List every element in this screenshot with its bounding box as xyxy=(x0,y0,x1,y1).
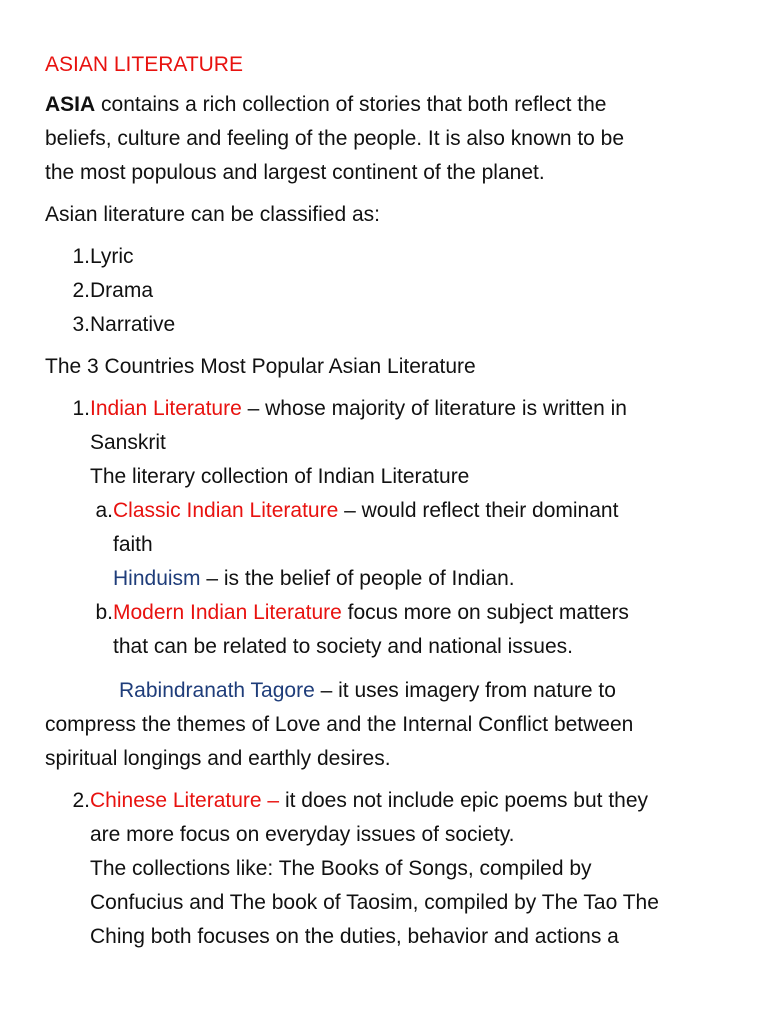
intro-line-3: the most populous and largest continent of the planet. xyxy=(45,161,545,184)
modern-desc-2: that can be related to society and national issues. xyxy=(113,635,573,658)
list-number: 2. xyxy=(72,789,90,812)
indian-literature-term: Indian Literature xyxy=(90,397,242,420)
modern-desc-1: focus more on subject matters xyxy=(341,601,629,624)
tagore-desc-2: compress the themes of Love and the Internal Conflict between xyxy=(45,713,634,736)
countries-list-continued xyxy=(45,784,745,954)
classic-desc-2: faith xyxy=(113,533,153,556)
sub-item-a xyxy=(90,494,745,596)
list-text: Lyric xyxy=(90,245,134,268)
classic-desc-1: – would reflect their dominant xyxy=(338,499,619,522)
list-number: 2. xyxy=(72,279,90,302)
indian-desc-2: Sanskrit xyxy=(90,431,166,454)
countries-heading: The 3 Countries Most Popular Asian Literature xyxy=(45,355,476,378)
chinese-desc-4: Confucius and The book of Taosim, compiled by The Tao The xyxy=(90,891,659,914)
list-item xyxy=(45,240,745,274)
list-number: 1. xyxy=(72,397,90,420)
list-item-chinese xyxy=(45,784,745,954)
document-page xyxy=(45,48,745,960)
list-text: Drama xyxy=(90,279,154,302)
chinese-desc-5: Ching both focuses on the duties, behavior and actions a xyxy=(90,925,619,948)
tagore-paragraph xyxy=(45,674,745,776)
sub-number: a. xyxy=(95,499,113,522)
chinese-desc-2: are more focus on everyday issues of society. xyxy=(90,823,515,846)
document-title: ASIAN LITERATURE xyxy=(45,53,243,76)
list-number: 3. xyxy=(72,313,90,336)
indian-collection: The literary collection of Indian Literature xyxy=(90,465,470,488)
list-text: Narrative xyxy=(90,313,176,336)
countries-list xyxy=(45,392,745,664)
list-item-indian xyxy=(45,392,745,664)
list-item xyxy=(45,274,745,308)
modern-indian-term: Modern Indian Literature xyxy=(113,601,342,624)
chinese-literature-term: Chinese Literature – xyxy=(90,789,280,812)
classified-label: Asian literature can be classified as: xyxy=(45,203,381,226)
tagore-desc-3: spiritual longings and earthly desires. xyxy=(45,747,391,770)
intro-line-1: contains a rich collection of stories that both reflect the xyxy=(95,93,607,116)
indian-desc-1: – whose majority of literature is written in xyxy=(241,397,627,420)
list-item xyxy=(45,308,745,342)
chinese-desc-1: it does not include epic poems but they xyxy=(279,789,649,812)
hinduism-term: Hinduism xyxy=(113,567,201,590)
sub-item-b xyxy=(90,596,745,664)
tagore-desc-1: – it uses imagery from nature to xyxy=(314,679,616,702)
chinese-desc-3: The collections like: The Books of Songs, compiled by xyxy=(90,857,592,880)
intro-line-2: beliefs, culture and feeling of the people. It is also known to be xyxy=(45,127,625,150)
hinduism-desc: – is the belief of people of Indian. xyxy=(200,567,515,590)
list-number: 1. xyxy=(72,245,90,268)
sub-number: b. xyxy=(95,601,113,624)
classification-list xyxy=(45,240,745,342)
classic-indian-term: Classic Indian Literature xyxy=(113,499,339,522)
intro-paragraph xyxy=(45,88,745,190)
tagore-name: Rabindranath Tagore xyxy=(119,679,315,702)
intro-bold-term: ASIA xyxy=(45,93,96,116)
